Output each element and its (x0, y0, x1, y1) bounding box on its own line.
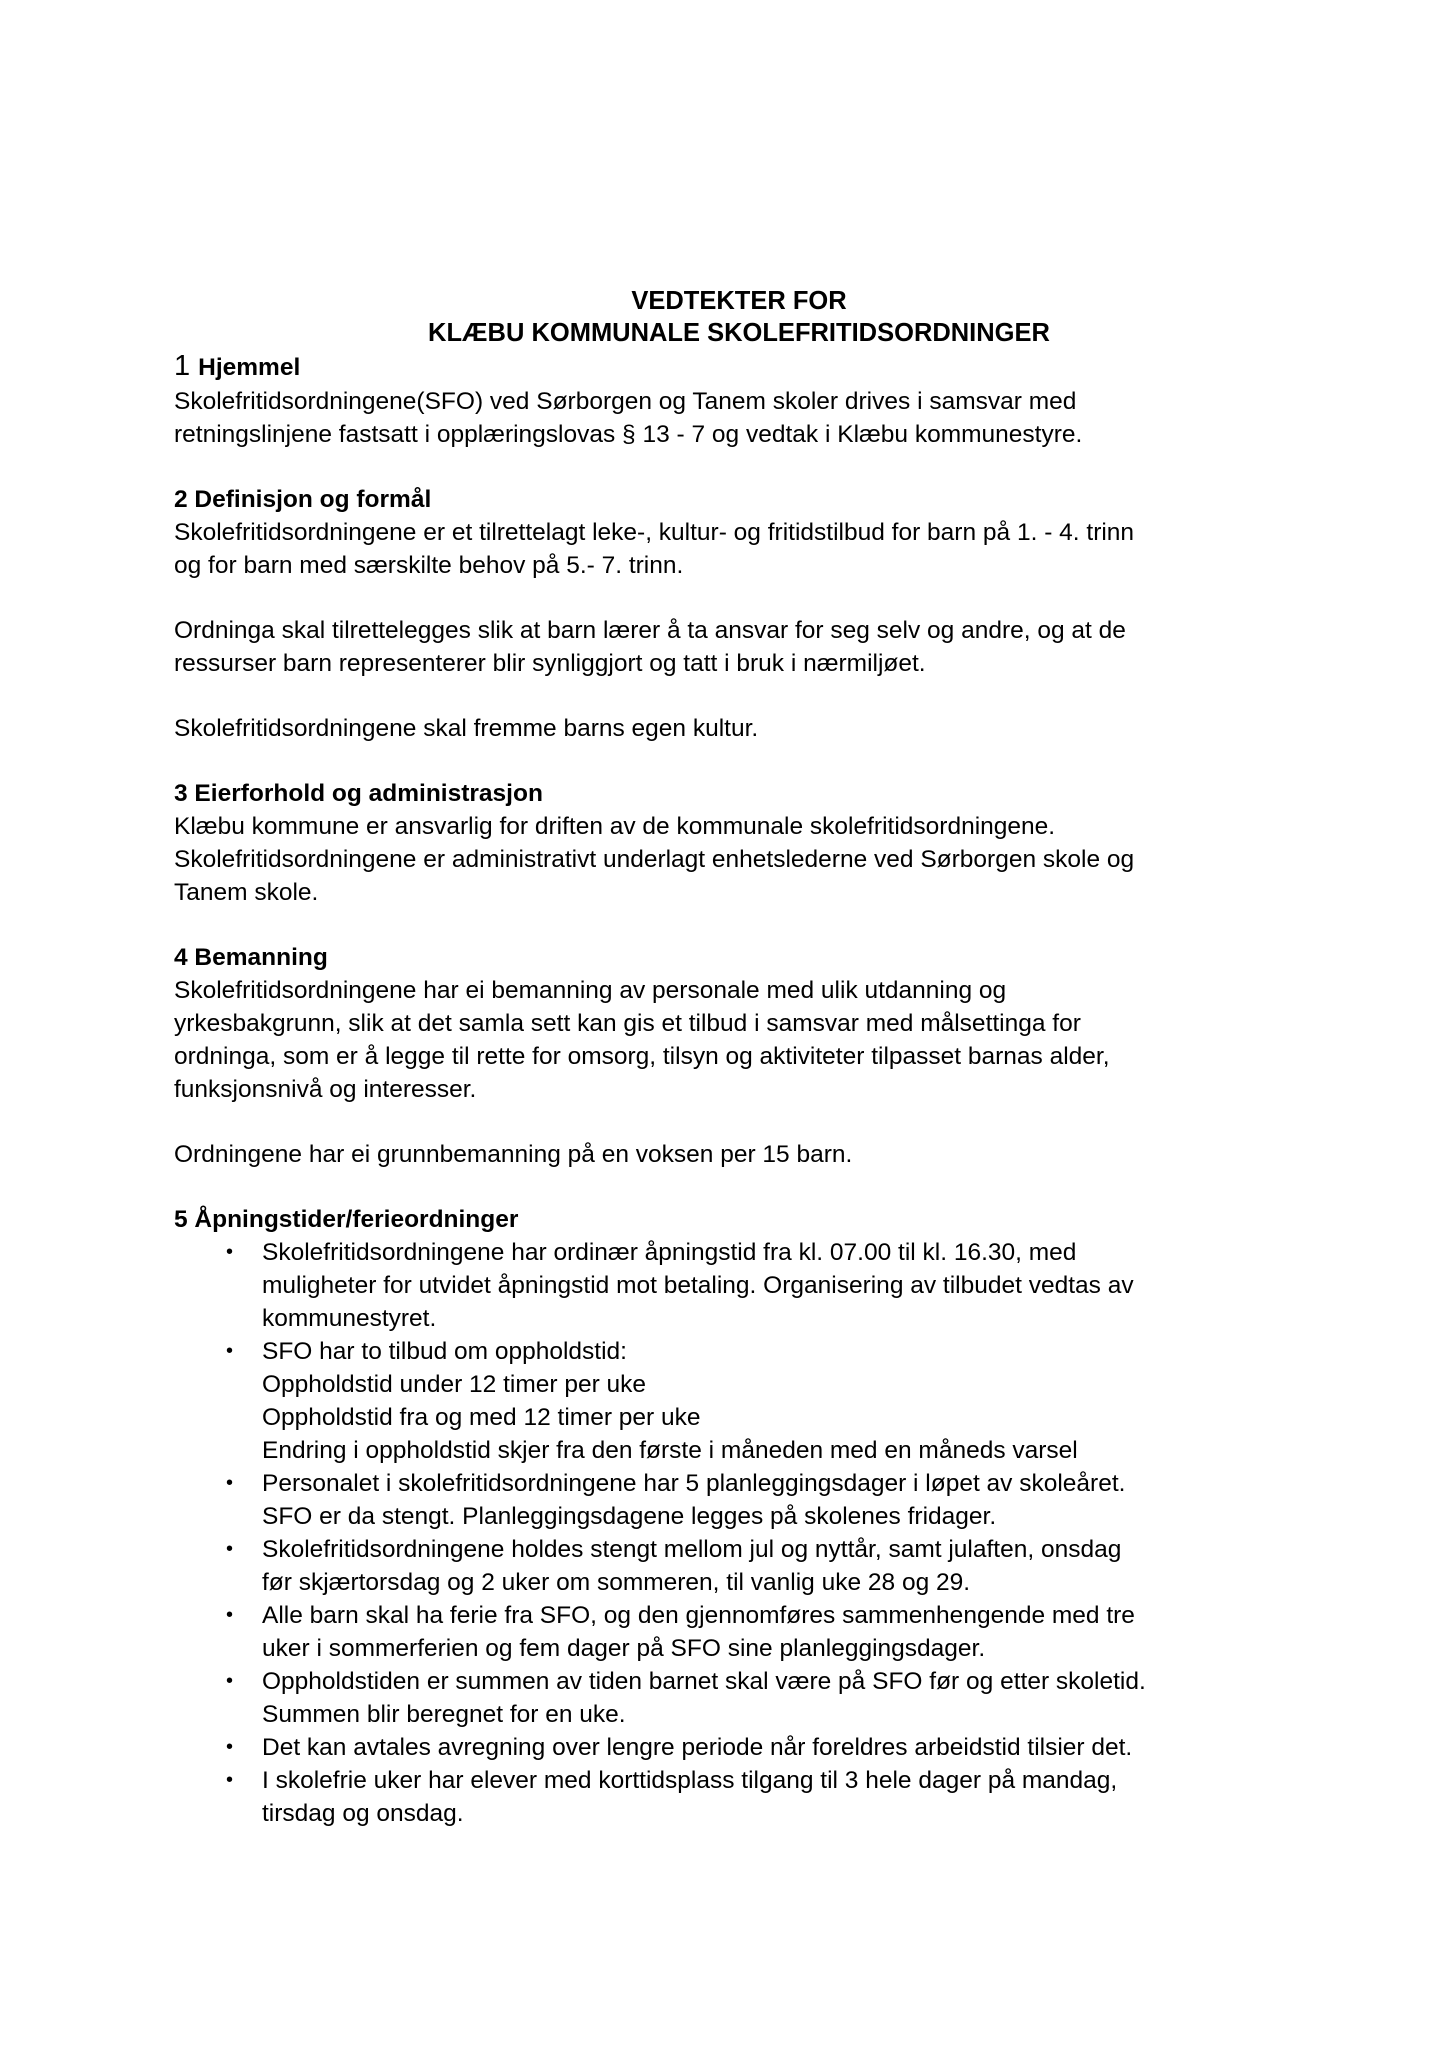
bullet-icon: • (226, 1769, 234, 1791)
text-line: muligheter for utvidet åpningstid mot betaling. Organisering av tilbudet vedtas av (262, 1272, 1134, 1299)
list-item (174, 1467, 1294, 1533)
text-line: uker i sommerferien og fem dager på SFO sine planleggingsdager. (262, 1635, 986, 1662)
section-definisjon (174, 483, 1294, 745)
document-body (174, 285, 1294, 1830)
text-line: ordninga, som er å legge til rette for omsorg, tilsyn og aktiviteter tilpasset barnas alder, (174, 1043, 1110, 1070)
bullet-icon: • (226, 1472, 234, 1494)
section-2-paragraph-3 (174, 712, 1294, 745)
section-1-number: 1 (174, 350, 191, 382)
section-eierforhold (174, 777, 1294, 909)
section-4-paragraph-2 (174, 1138, 1294, 1171)
section-1-heading (174, 349, 1294, 385)
text-line: Ordninga skal tilrettelegges slik at barn lærer å ta ansvar for seg selv og andre, og at de (174, 617, 1126, 644)
text-line: Oppholdstid fra og med 12 timer per uke (262, 1404, 701, 1431)
list-item (174, 1533, 1294, 1599)
list-item (174, 1665, 1294, 1731)
text-line: I skolefrie uker har elever med korttidsplass tilgang til 3 hele dager på mandag, (262, 1767, 1118, 1794)
text-line: Skolefritidsordningene holdes stengt mellom jul og nyttår, samt julaften, onsdag (262, 1536, 1122, 1563)
text-line: Tanem skole. (174, 879, 319, 906)
text-line: Skolefritidsordningene er administrativt underlagt enhetslederne ved Sørborgen skole og (174, 846, 1135, 873)
section-apningstider (174, 1203, 1294, 1830)
text-line: Skolefritidsordningene har ordinær åpningstid fra kl. 07.00 til kl. 16.30, med (262, 1239, 1077, 1266)
bullet-icon: • (226, 1241, 234, 1263)
text-line: retningslinjene fastsatt i opplæringslovas § 13 - 7 og vedtak i Klæbu kommunestyre. (174, 421, 1083, 448)
list-item (174, 1335, 1294, 1467)
section-4-heading: 4 Bemanning (174, 944, 328, 971)
section-1-text (174, 385, 1294, 451)
section-2-paragraph-2 (174, 614, 1294, 680)
section-bemanning (174, 941, 1294, 1171)
text-line: tirsdag og onsdag. (262, 1800, 464, 1827)
title-line-2: KLÆBU KOMMUNALE SKOLEFRITIDSORDNINGER (428, 319, 1050, 347)
bullet-icon: • (226, 1538, 234, 1560)
list-item (174, 1731, 1294, 1764)
text-line: Skolefritidsordningene er et tilrettelagt leke-, kultur- og fritidstilbud for barn på 1. - 4. trinn (174, 519, 1135, 546)
text-line: SFO har to tilbud om oppholdstid: (262, 1338, 627, 1365)
section-2-heading: 2 Definisjon og formål (174, 486, 432, 513)
text-line: kommunestyret. (262, 1305, 437, 1332)
text-line: yrkesbakgrunn, slik at det samla sett kan gis et tilbud i samsvar med målsettinga for (174, 1010, 1081, 1037)
document-title (174, 285, 1294, 349)
section-4-paragraph-1 (174, 974, 1294, 1106)
section-2-paragraph-1 (174, 516, 1294, 582)
text-line: og for barn med særskilte behov på 5.- 7. trinn. (174, 552, 684, 579)
text-line: Skolefritidsordningene skal fremme barns egen kultur. (174, 715, 759, 742)
text-line: Ordningene har ei grunnbemanning på en voksen per 15 barn. (174, 1141, 853, 1168)
text-line: Summen blir beregnet for en uke. (262, 1701, 626, 1728)
text-line: ressurser barn representerer blir synliggjort og tatt i bruk i nærmiljøet. (174, 650, 926, 677)
list-item (174, 1764, 1294, 1830)
bullet-list (174, 1236, 1294, 1830)
bullet-icon: • (226, 1604, 234, 1626)
title-line-1: VEDTEKTER FOR (631, 287, 847, 315)
list-item (174, 1599, 1294, 1665)
text-line: Det kan avtales avregning over lengre periode når foreldres arbeidstid tilsier det. (262, 1734, 1133, 1761)
text-line: Personalet i skolefritidsordningene har 5 planleggingsdager i løpet av skoleåret. (262, 1470, 1126, 1497)
section-hjemmel (174, 349, 1294, 451)
text-line: Oppholdstiden er summen av tiden barnet skal være på SFO før og etter skoletid. (262, 1668, 1146, 1695)
section-1-title: Hjemmel (198, 354, 301, 381)
text-line: Endring i oppholdstid skjer fra den første i måneden med en måneds varsel (262, 1437, 1078, 1464)
section-3-text (174, 810, 1294, 909)
text-line: Skolefritidsordningene(SFO) ved Sørborgen og Tanem skoler drives i samsvar med (174, 388, 1077, 415)
bullet-icon: • (226, 1340, 234, 1362)
section-5-heading: 5 Åpningstider/ferieordninger (174, 1206, 519, 1233)
text-line: SFO er da stengt. Planleggingsdagene legges på skolenes fridager. (262, 1503, 997, 1530)
section-3-heading: 3 Eierforhold og administrasjon (174, 780, 543, 807)
list-item (174, 1236, 1294, 1335)
text-line: Oppholdstid under 12 timer per uke (262, 1371, 647, 1398)
text-line: Klæbu kommune er ansvarlig for driften av de kommunale skolefritidsordningene. (174, 813, 1056, 840)
text-line: Alle barn skal ha ferie fra SFO, og den gjennomføres sammenhengende med tre (262, 1602, 1135, 1629)
text-line: før skjærtorsdag og 2 uker om sommeren, til vanlig uke 28 og 29. (262, 1569, 971, 1596)
text-line: Skolefritidsordningene har ei bemanning av personale med ulik utdanning og (174, 977, 1007, 1004)
bullet-icon: • (226, 1670, 234, 1692)
bullet-icon: • (226, 1736, 234, 1758)
text-line: funksjonsnivå og interesser. (174, 1076, 477, 1103)
